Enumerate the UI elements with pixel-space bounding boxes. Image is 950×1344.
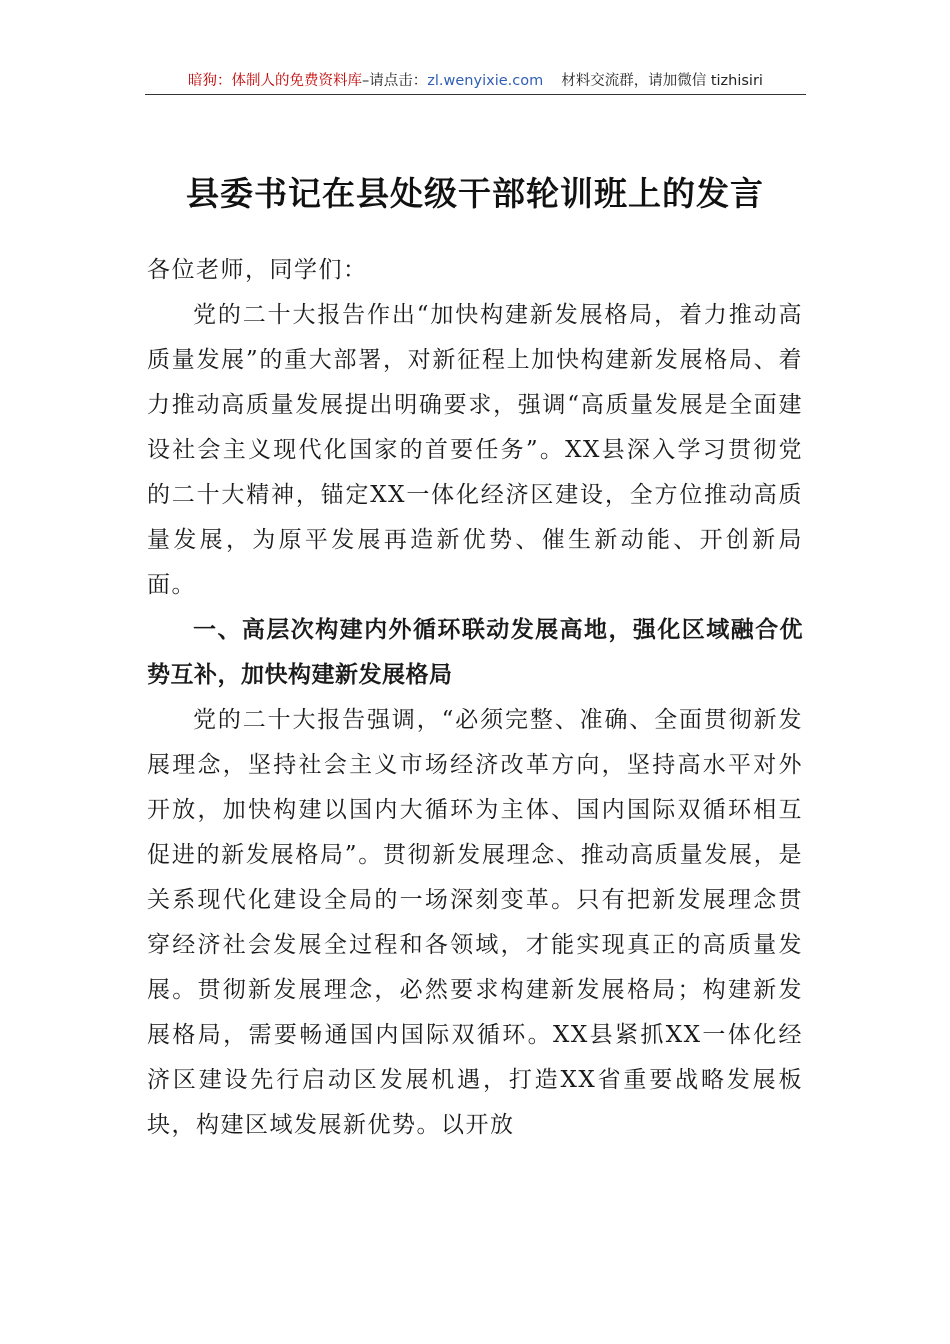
paragraph: 党的二十大报告作出“加快构建新发展格局，着力推动高质量发展”的重大部署，对新征程上加快构建新发展格局、着力推动高质量发展提出明确要求，强调“高质量发展是全面建设社会主义现代化国家的首要任务”。XX县深入学习贯彻党的二十大精神，锚定XX一体化经济区建设，全方位推动高质量发展，为原平发展再造新优势、催生新动能、开创新局面。	[147, 302, 803, 598]
page-header	[145, 68, 806, 95]
header-contact: 材料交流群，请加微信 tizhisiri	[561, 73, 763, 89]
section-heading: 一、高层次构建内外循环联动发展高地，强化区域融合优势互补，加快构建新发展格局	[147, 617, 803, 688]
header-url-link[interactable]: zl.wenyixie.com	[427, 73, 544, 89]
document-body	[147, 248, 803, 1148]
header-site-name: 暗狗：体制人的免费资料库	[188, 73, 363, 89]
salutation: 各位老师，同学们：	[147, 257, 368, 283]
header-click-prompt: –请点击：	[362, 73, 428, 89]
document-title: 县委书记在县处级干部轮训班上的发言	[186, 174, 764, 213]
paragraph: 党的二十大报告强调，“必须完整、准确、全面贯彻新发展理念，坚持社会主义市场经济改革方向，坚持高水平对外开放，加快构建以国内大循环为主体、国内国际双循环相互促进的新发展格局”。贯彻新发展理念、推动高质量发展，是关系现代化建设全局的一场深刻变革。只有把新发展理念贯穿经济社会发展全过程和各领域，才能实现真正的高质量发展。贯彻新发展理念，必然要求构建新发展格局；构建新发展格局，需要畅通国内国际双循环。XX县紧抓XX一体化经济区建设先行启动区发展机遇，打造XX省重要战略发展板块，构建区域发展新优势。以开放	[147, 707, 803, 1138]
